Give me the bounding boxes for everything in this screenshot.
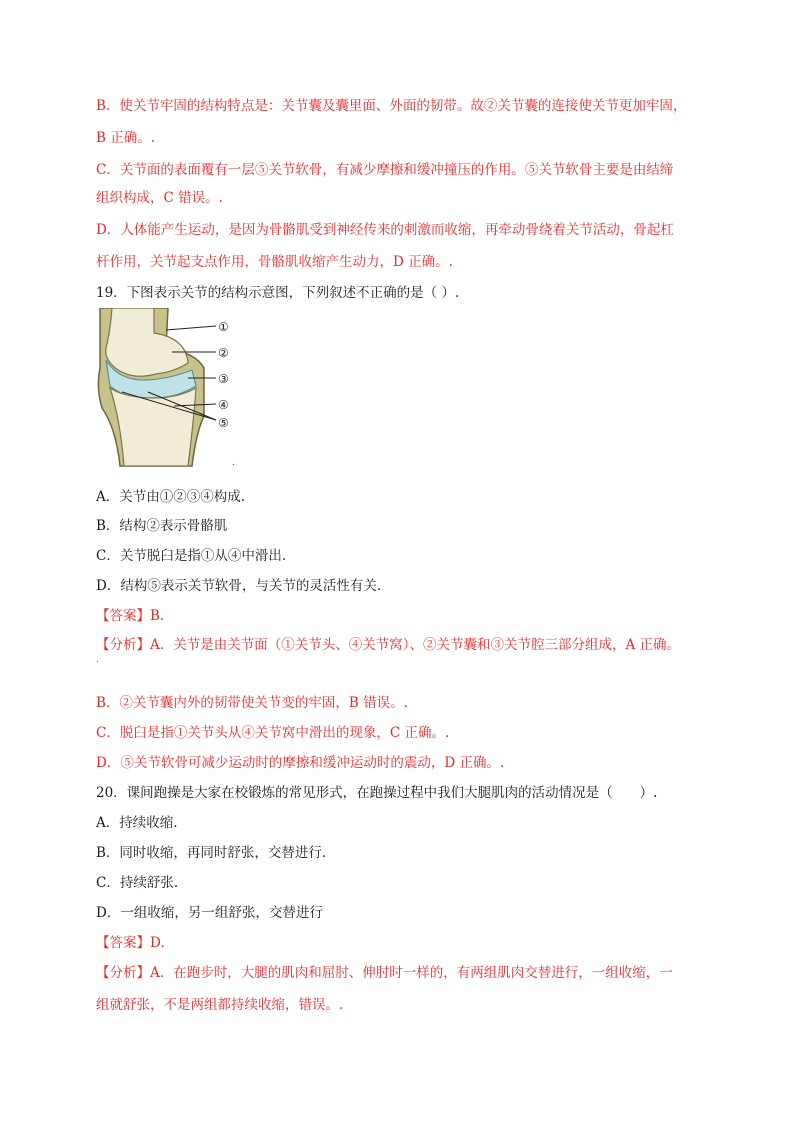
question-20-option-d: D．一组收缩，另一组舒张，交替进行 <box>96 905 323 921</box>
analysis-line-d2: 杆作用，关节起支点作用，骨骼肌收缩产生动力，D 正确。. <box>96 254 453 270</box>
question-19-option-d: D．结构⑤表示关节软骨，与关节的灵活性有关. <box>96 578 382 594</box>
analysis-line-b1: B．使关节牢固的结构特点是：关节囊及囊里面、外面的韧带。故②关节囊的连接使关节更加牢固， <box>96 98 687 114</box>
question-19-option-a: A．关节由①②③④构成. <box>96 489 246 505</box>
question-19-option-c: C．关节脱臼是指①从④中滑出. <box>96 548 287 564</box>
question-20-analysis-1: 【分析】A．在跑步时，大腿的肌肉和屈肘、伸肘时一样的，有两组肌肉交替进行，一组收缩，一 <box>96 965 673 981</box>
question-19-analysis-d: D．⑤关节软骨可减少运动时的摩擦和缓冲运动时的震动，D 正确。. <box>96 755 505 771</box>
analysis-line-c1: C．关节面的表面覆有一层⑤关节软骨，有减少摩擦和缓冲撞压的作用。⑤关节软骨主要是由结缔 <box>96 162 674 178</box>
question-20-option-c: C．持续舒张. <box>96 875 179 891</box>
question-20-option-b: B．同时收缩，再同时舒张，交替进行. <box>96 845 327 861</box>
question-20-answer: 【答案】D. <box>96 935 165 951</box>
question-20-stem: 20．课间跑操是大家在校锻炼的常见形式，在跑操过程中我们大腿肌肉的活动情况是（ ）. <box>96 785 658 801</box>
question-19-analysis-b: B．②关节囊内外的韧带使关节变的牢固，B 错误。. <box>96 695 408 711</box>
analysis-line-c2: 组织构成，C 错误。. <box>96 190 223 206</box>
question-20-option-a: A．持续收缩. <box>96 815 178 831</box>
figure-label-3: ③ <box>218 372 229 386</box>
figure-label-5: ⑤ <box>218 416 229 430</box>
figure-label-2: ② <box>218 346 229 360</box>
question-20-analysis-2: 组就舒张，不是两组都持续收缩，错误。. <box>96 997 344 1013</box>
stray-dot: . <box>96 655 99 665</box>
figure-label-4: ④ <box>218 398 229 412</box>
question-19-answer: 【答案】B. <box>96 608 165 624</box>
question-19-analysis-c: C．脱臼是指①关节头从④关节窝中滑出的现象，C 正确。. <box>96 725 450 741</box>
figure-label-1: ① <box>218 320 229 334</box>
knee-joint-illustration <box>96 308 246 468</box>
analysis-line-b2: B 正确。. <box>96 130 156 146</box>
question-19-option-b: B．结构②表示骨骼肌 <box>96 518 228 534</box>
stray-dot: . <box>232 458 235 468</box>
question-19-stem: 19．下图表示关节的结构示意图，下列叙述不正确的是（ ）. <box>96 285 460 301</box>
question-19-analysis-a: 【分析】A．关节是由关节面（①关节头、④关节窝）、②关节囊和③关节腔三部分组成，A 正确。 <box>96 637 681 653</box>
joint-structure-diagram <box>96 308 246 472</box>
analysis-line-d1: D．人体能产生运动，是因为骨骼肌受到神经传来的刺激而收缩，再牵动骨绕着关节活动，骨起杠 <box>96 222 674 238</box>
